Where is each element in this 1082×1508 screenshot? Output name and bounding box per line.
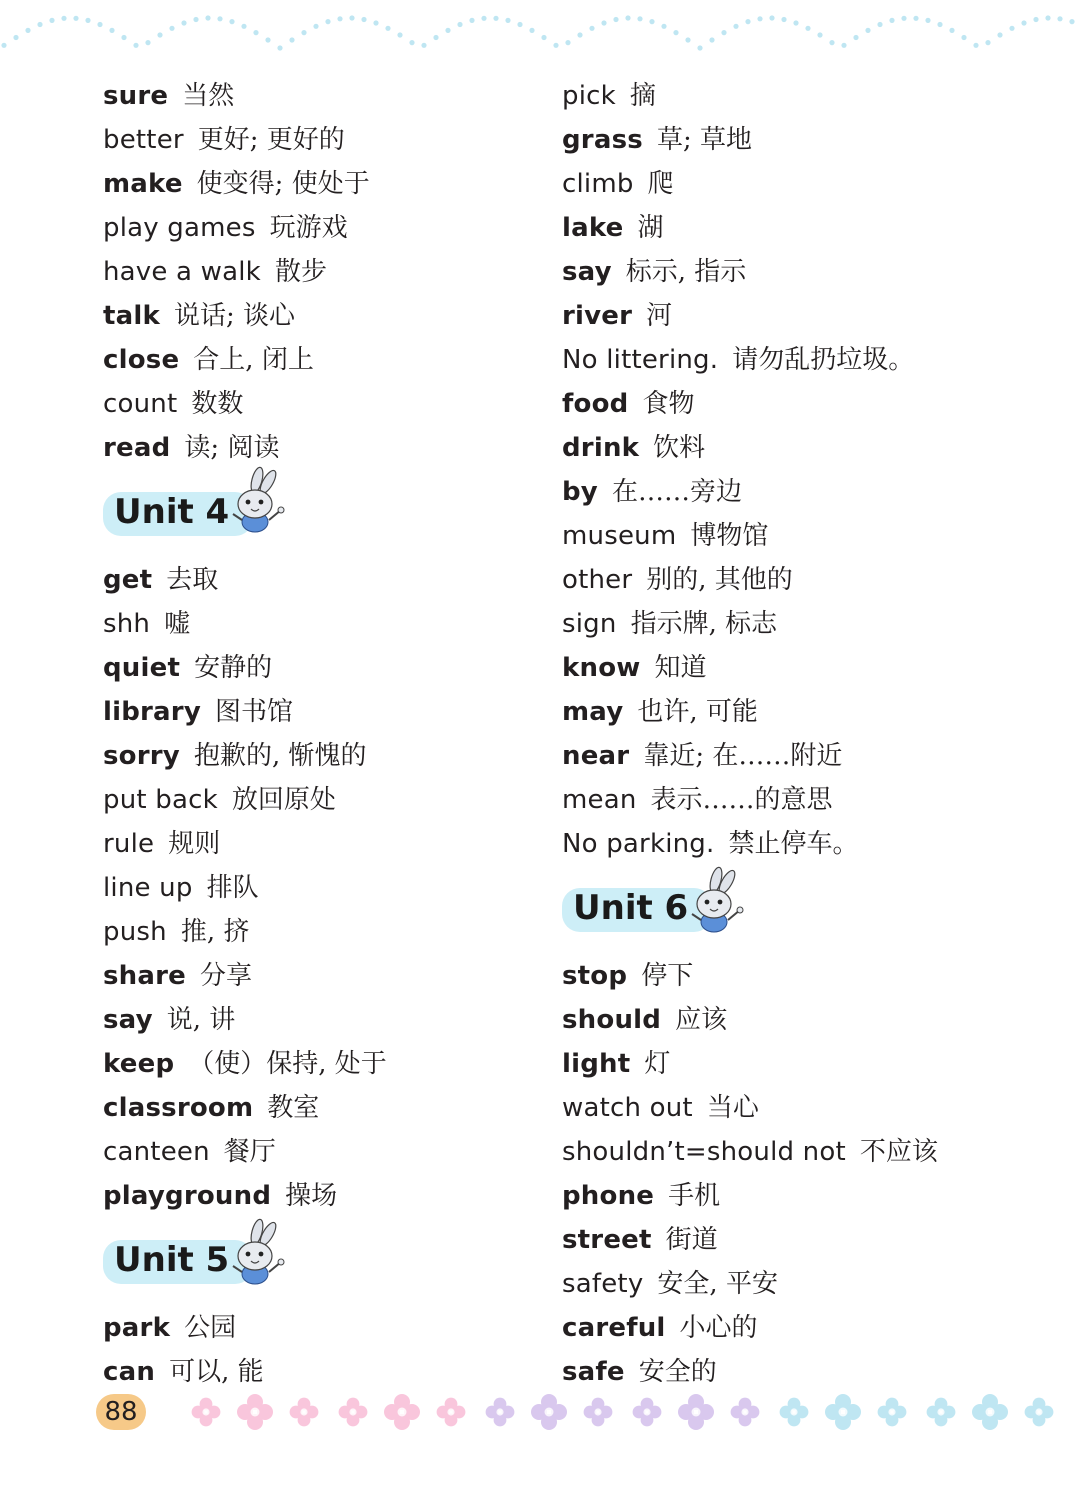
vocab-word: playground (103, 1181, 272, 1211)
vocab-entry (103, 382, 533, 426)
flower-icon (878, 1398, 907, 1427)
vocab-word: classroom (103, 1093, 254, 1123)
vocab-meaning: 放回原处 (231, 785, 336, 815)
vocab-word: climb (562, 169, 634, 199)
vocab-word: park (103, 1313, 171, 1343)
flower-icon (927, 1398, 956, 1427)
vocab-word: push (103, 917, 167, 947)
vocab-meaning: 应该 (675, 1005, 728, 1035)
vocab-entry (562, 294, 1062, 338)
flower-border (180, 1386, 1082, 1438)
vocab-word: phone (562, 1181, 655, 1211)
flower-icon (825, 1394, 861, 1430)
flower-icon (584, 1398, 613, 1427)
vocab-entry (562, 514, 1062, 558)
vocab-word: rule (103, 829, 155, 859)
vocab-word: close (103, 345, 180, 375)
vocab-word: count (103, 389, 178, 419)
vocab-entry (103, 250, 533, 294)
vocab-entry (103, 602, 533, 646)
vocab-meaning: 教室 (267, 1093, 320, 1123)
vocab-word: line up (103, 873, 193, 903)
vocab-word: safe (562, 1357, 625, 1387)
right-column (562, 74, 1062, 1394)
vocab-meaning: 河 (646, 301, 673, 331)
vocab-entry (103, 646, 533, 690)
vocab-meaning: 读; 阅读 (184, 433, 280, 463)
vocab-meaning: 当然 (182, 81, 235, 111)
vocab-meaning: 博物馆 (690, 521, 769, 551)
vocab-entry (562, 954, 1062, 998)
vocab-meaning: （使）保持, 处于 (188, 1049, 387, 1079)
unit-4-heading (103, 470, 533, 558)
vocab-entry (103, 426, 533, 470)
vocab-meaning: 靠近; 在……附近 (643, 741, 843, 771)
vocab-entry (103, 910, 533, 954)
vocab-meaning: 推, 挤 (180, 917, 250, 947)
vocab-word: stop (562, 961, 628, 991)
vocab-word: have a walk (103, 257, 261, 287)
flower-icon (731, 1398, 760, 1427)
vocab-word: read (103, 433, 171, 463)
vocab-word: canteen (103, 1137, 210, 1167)
vocab-entry (103, 734, 533, 778)
vocab-word: mean (562, 785, 637, 815)
vocab-word: say (562, 257, 612, 287)
right-top-word-list (562, 74, 1062, 866)
vocab-meaning: 操场 (285, 1181, 338, 1211)
vocab-entry (562, 822, 1062, 866)
unit-6-word-list (562, 954, 1062, 1394)
vocab-meaning: 禁止停车。 (728, 829, 859, 859)
vocab-meaning: 不应该 (859, 1137, 938, 1167)
vocab-entry (562, 250, 1062, 294)
vocab-entry (562, 998, 1062, 1042)
vocab-word: careful (562, 1313, 666, 1343)
vocab-word: by (562, 477, 598, 507)
vocab-meaning: 摘 (629, 81, 656, 111)
flower-icon (192, 1398, 221, 1427)
vocab-meaning: 在……旁边 (611, 477, 742, 507)
vocab-word: can (103, 1357, 156, 1387)
vocab-entry (562, 778, 1062, 822)
flower-icon (237, 1394, 273, 1430)
vocab-word: sorry (103, 741, 180, 771)
vocab-word: watch out (562, 1093, 693, 1123)
vocab-entry (103, 294, 533, 338)
flower-icon (437, 1398, 466, 1427)
flower-icon (633, 1398, 662, 1427)
vocab-entry (103, 206, 533, 250)
flower-icon (290, 1398, 319, 1427)
flower-icon (972, 1394, 1008, 1430)
vocab-entry (562, 690, 1062, 734)
unit-6-heading (562, 866, 1062, 954)
vocab-meaning: 小心的 (679, 1313, 758, 1343)
vocab-meaning: 更好; 更好的 (197, 125, 345, 155)
vocab-word: near (562, 741, 630, 771)
vocab-word: better (103, 125, 184, 155)
vocab-entry (562, 1174, 1062, 1218)
bunny-mascot-icon (219, 466, 285, 536)
vocab-meaning: 嘘 (164, 609, 191, 639)
vocab-meaning: 手机 (668, 1181, 721, 1211)
vocab-word: get (103, 565, 153, 595)
vocab-word: share (103, 961, 186, 991)
vocab-entry (103, 866, 533, 910)
vocab-meaning: 去取 (166, 565, 219, 595)
vocab-word: quiet (103, 653, 181, 683)
vocab-word: museum (562, 521, 677, 551)
vocab-word: lake (562, 213, 624, 243)
flower-icon (1025, 1398, 1054, 1427)
vocab-entry (103, 338, 533, 382)
flower-icon (486, 1398, 515, 1427)
vocab-meaning: 玩游戏 (269, 213, 348, 243)
vocab-word: know (562, 653, 641, 683)
vocab-entry (103, 558, 533, 602)
left-top-word-list (103, 74, 533, 470)
vocab-word: may (562, 697, 624, 727)
vocab-meaning: 规则 (168, 829, 221, 859)
left-column (103, 74, 533, 1394)
vocab-entry (562, 74, 1062, 118)
vocab-entry (103, 954, 533, 998)
vocab-word: sure (103, 81, 169, 111)
bunny-mascot-icon (219, 1218, 285, 1288)
vocab-entry (562, 1262, 1062, 1306)
vocab-word: grass (562, 125, 643, 155)
vocab-entry (562, 206, 1062, 250)
vocab-meaning: 爬 (647, 169, 674, 199)
vocab-meaning: 当心 (706, 1093, 759, 1123)
vocab-meaning: 草; 草地 (656, 125, 752, 155)
vocab-meaning: 别的, 其他的 (646, 565, 793, 595)
vocab-entry (103, 998, 533, 1042)
vocab-meaning: 安全, 平安 (657, 1269, 778, 1299)
vocab-meaning: 数数 (191, 389, 244, 419)
unit-4-word-list (103, 558, 533, 1218)
vocab-meaning: 知道 (654, 653, 707, 683)
vocab-meaning: 抱歉的, 惭愧的 (193, 741, 367, 771)
bunny-mascot-icon (678, 866, 744, 936)
vocab-entry (103, 118, 533, 162)
vocab-entry (562, 338, 1062, 382)
vocab-meaning: 分享 (200, 961, 253, 991)
vocab-meaning: 使变得; 使处于 (196, 169, 370, 199)
vocab-meaning: 散步 (274, 257, 327, 287)
vocab-entry (103, 778, 533, 822)
unit-4-title: Unit 4 (114, 492, 230, 532)
vocab-meaning: 饮料 (653, 433, 706, 463)
vocab-word: street (562, 1225, 652, 1255)
vocab-entry (103, 822, 533, 866)
vocab-entry (562, 1130, 1062, 1174)
vocab-meaning: 公园 (184, 1313, 237, 1343)
vocab-entry (103, 1086, 533, 1130)
vocab-meaning: 合上, 闭上 (193, 345, 314, 375)
vocab-entry (562, 734, 1062, 778)
vocab-meaning: 灯 (644, 1049, 671, 1079)
vocab-meaning: 图书馆 (214, 697, 293, 727)
unit-6-title: Unit 6 (573, 888, 689, 928)
flower-icon (780, 1398, 809, 1427)
vocab-word: river (562, 301, 633, 331)
top-dotted-border (0, 0, 1082, 70)
vocab-word: other (562, 565, 633, 595)
unit-5-title: Unit 5 (114, 1240, 230, 1280)
vocab-word: light (562, 1049, 631, 1079)
vocab-word: No littering. (562, 345, 719, 375)
flower-icon (678, 1394, 714, 1430)
vocab-meaning: 街道 (665, 1225, 718, 1255)
vocab-entry (103, 1042, 533, 1086)
vocab-word: should (562, 1005, 662, 1035)
vocab-word: No parking. (562, 829, 715, 859)
vocab-entry (562, 118, 1062, 162)
vocab-meaning: 说话; 谈心 (173, 301, 296, 331)
vocab-meaning: 食物 (642, 389, 695, 419)
vocab-word: food (562, 389, 629, 419)
vocab-entry (103, 1130, 533, 1174)
vocab-word: make (103, 169, 183, 199)
vocab-meaning: 安静的 (194, 653, 273, 683)
vocab-meaning: 可以, 能 (169, 1357, 264, 1387)
unit-5-word-list (103, 1306, 533, 1394)
vocab-meaning: 湖 (637, 213, 664, 243)
vocab-meaning: 餐厅 (223, 1137, 276, 1167)
vocab-entry (562, 558, 1062, 602)
vocab-word: keep (103, 1049, 175, 1079)
flower-icon (384, 1394, 420, 1430)
page-number-badge: 88 (96, 1394, 146, 1430)
vocab-entry (562, 1306, 1062, 1350)
vocab-entry (103, 1306, 533, 1350)
vocab-word: sign (562, 609, 617, 639)
vocab-entry (562, 602, 1062, 646)
vocab-entry (103, 74, 533, 118)
vocab-entry (562, 426, 1062, 470)
vocab-meaning: 标示, 指示 (625, 257, 747, 287)
vocab-word: safety (562, 1269, 644, 1299)
vocab-meaning: 也许, 可能 (637, 697, 758, 727)
vocab-word: library (103, 697, 201, 727)
vocab-word: shh (103, 609, 151, 639)
flower-icon (339, 1398, 368, 1427)
flower-icon (531, 1394, 567, 1430)
vocab-word: talk (103, 301, 160, 331)
vocab-meaning: 说, 讲 (166, 1005, 236, 1035)
vocab-meaning: 排队 (206, 873, 259, 903)
vocab-entry (562, 1218, 1062, 1262)
vocab-entry (562, 382, 1062, 426)
unit-5-heading (103, 1218, 533, 1306)
vocab-meaning: 安全的 (638, 1357, 717, 1387)
vocab-entry (103, 1174, 533, 1218)
vocab-word: pick (562, 81, 616, 111)
vocab-meaning: 请勿乱扔垃圾。 (732, 345, 915, 375)
vocab-word: say (103, 1005, 153, 1035)
vocab-word: play games (103, 213, 256, 243)
vocab-entry (562, 1086, 1062, 1130)
vocab-entry (562, 162, 1062, 206)
vocab-entry (562, 1042, 1062, 1086)
vocab-meaning: 停下 (641, 961, 694, 991)
vocab-meaning: 指示牌, 标志 (630, 609, 778, 639)
vocab-word: shouldn’t=should not (562, 1137, 846, 1167)
vocab-entry (562, 470, 1062, 514)
vocab-entry (103, 162, 533, 206)
vocab-word: drink (562, 433, 640, 463)
vocab-meaning: 表示……的意思 (650, 785, 833, 815)
vocab-entry (562, 646, 1062, 690)
vocab-entry (103, 690, 533, 734)
vocab-word: put back (103, 785, 218, 815)
